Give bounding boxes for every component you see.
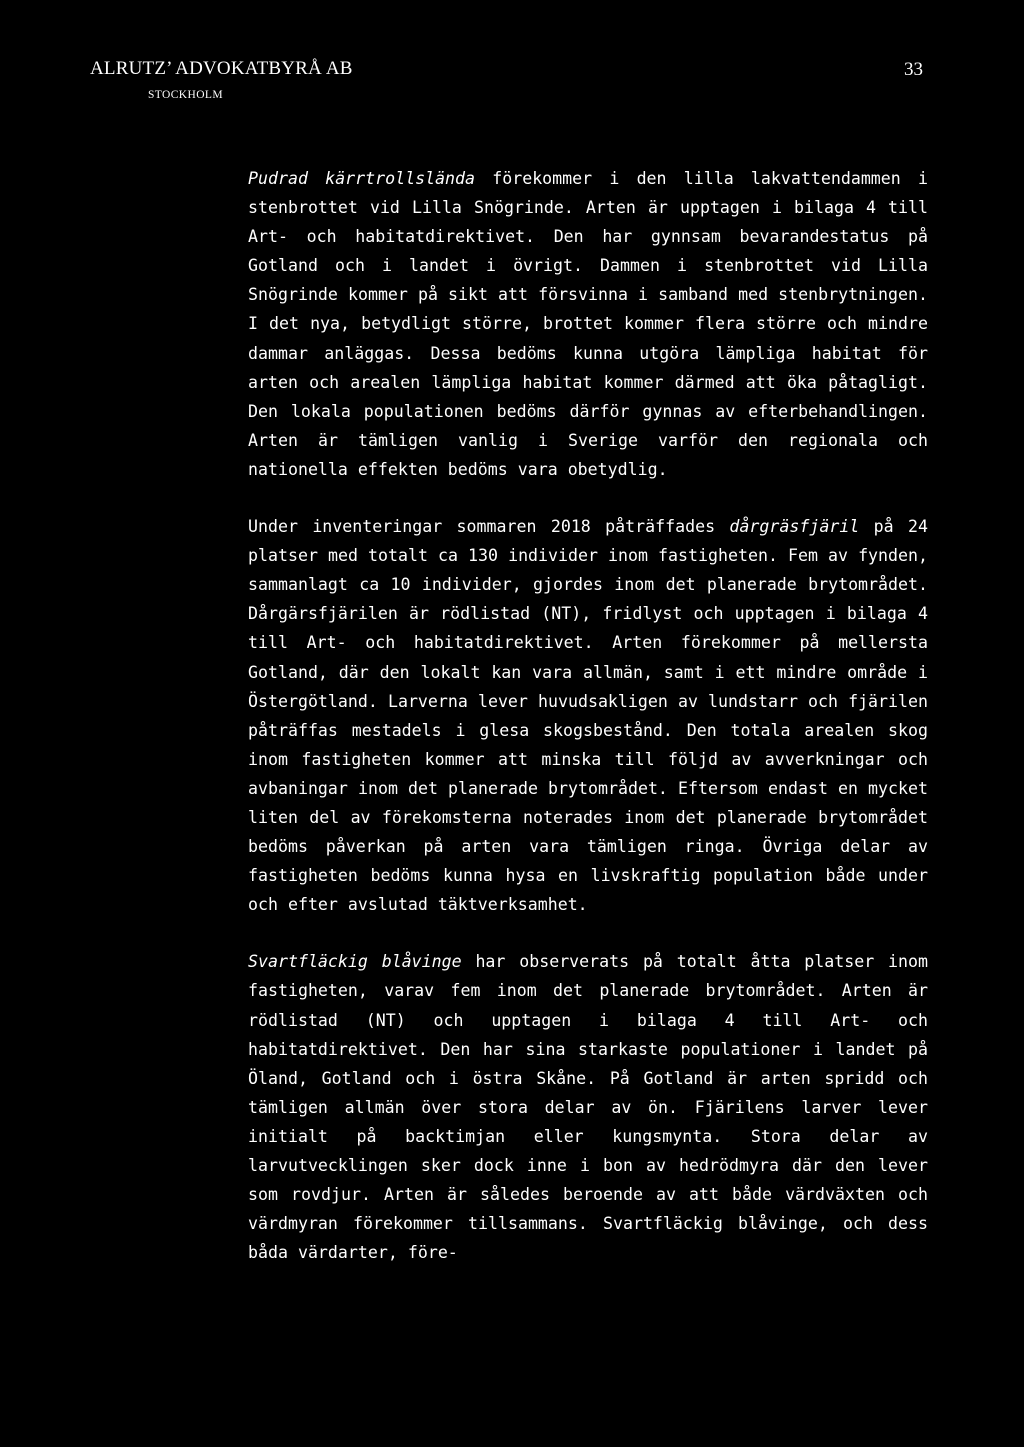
body-text (248, 164, 928, 1295)
paragraph-text: förekommer i den lilla lakvattendammen i stenbrottet vid Lilla Snögrinde. Arten är upptagen i bilaga 4 till Art- och habitatdirektivet. Den har gynnsam bevarandestatus på Gotland och i landet i övrigt. Dammen i stenbrottet vid Lilla Snögrinde kommer på sikt att försvinna i samband med stenbrytningen. I det nya, betydligt större, brottet kommer flera större och mindre dammar anläggas. Dessa bedöms kunna utgöra lämpliga habitat för arten och arealen lämpliga habitat kommer därmed att öka påtagligt. Den lokala populationen bedöms därför gynnas av efterbehandlingen. Arten är tämligen vanlig i Sverige varför den regionala och nationella effekten bedöms vara obetydlig. (248, 169, 928, 479)
page-number: 33 (904, 59, 923, 80)
firm-city: STOCKHOLM (148, 89, 223, 101)
firm-name: ALRUTZ’ ADVOKATBYRÅ AB (90, 58, 353, 79)
paragraph-text-before: Under inventeringar sommaren 2018 påträffades (248, 517, 730, 537)
paragraph-text: på 24 platser med totalt ca 130 individer inom fastigheten. Fem av fynden, sammanlagt ca 10 individer, gjordes inom det planerade brytområdet. Dårgärsfjärilen är rödlistad (NT), fridlyst och upptagen i bilaga 4 till Art- och habitatdirektivet. Arten förekommer på mellersta Gotland, där den lokalt kan vara allmän, samt i ett mindre område i Östergötland. Larverna lever huvudsakligen av lundstarr och fjärilen påträffas mestadels i glesa skogsbestånd. Den totala arealen skog inom fastigheten kommer att minska till följd av avverkningar och avbaningar inom det planerade brytområdet. Eftersom endast en mycket liten del av förekomsterna noterades inom det planerade brytområdet bedöms påverkan på arten vara tämligen ringa. Övriga delar av fastigheten bedöms kunna hysa en livskraftig population både under och efter avslutad täktverksamhet. (248, 517, 928, 915)
paragraph-dargrasfjaril (248, 512, 928, 919)
species-name: Svartfläckig blåvinge (248, 952, 462, 972)
species-name: Pudrad kärrtrollslända (248, 169, 476, 188)
paragraph-text: har observerats på totalt åtta platser inom fastigheten, varav fem inom det planerade brytområdet. Arten är rödlistad (NT) och upptagen i bilaga 4 till Art- och habitatdirektivet. Den har sina starkaste populationer i landet på Öland, Gotland och i östra Skåne. På Gotland är arten spridd och tämligen allmän över stora delar av ön. Fjärilens larver lever initialt på backtimjan eller kungsmynta. Stora delar av larvutvecklingen sker dock inne i bon av hedrödmyra där den lever som rovdjur. Arten är således beroende av att både värdväxten och värdmyran förekommer tillsammans. Svartfläckig blåvinge, och dess båda värdarter, före- (248, 952, 928, 1263)
paragraph-svartflackig-blavinge (248, 947, 928, 1267)
species-name: dårgräsfjäril (729, 517, 860, 537)
paragraph-pudrad-karrtrollslanda (248, 164, 928, 484)
